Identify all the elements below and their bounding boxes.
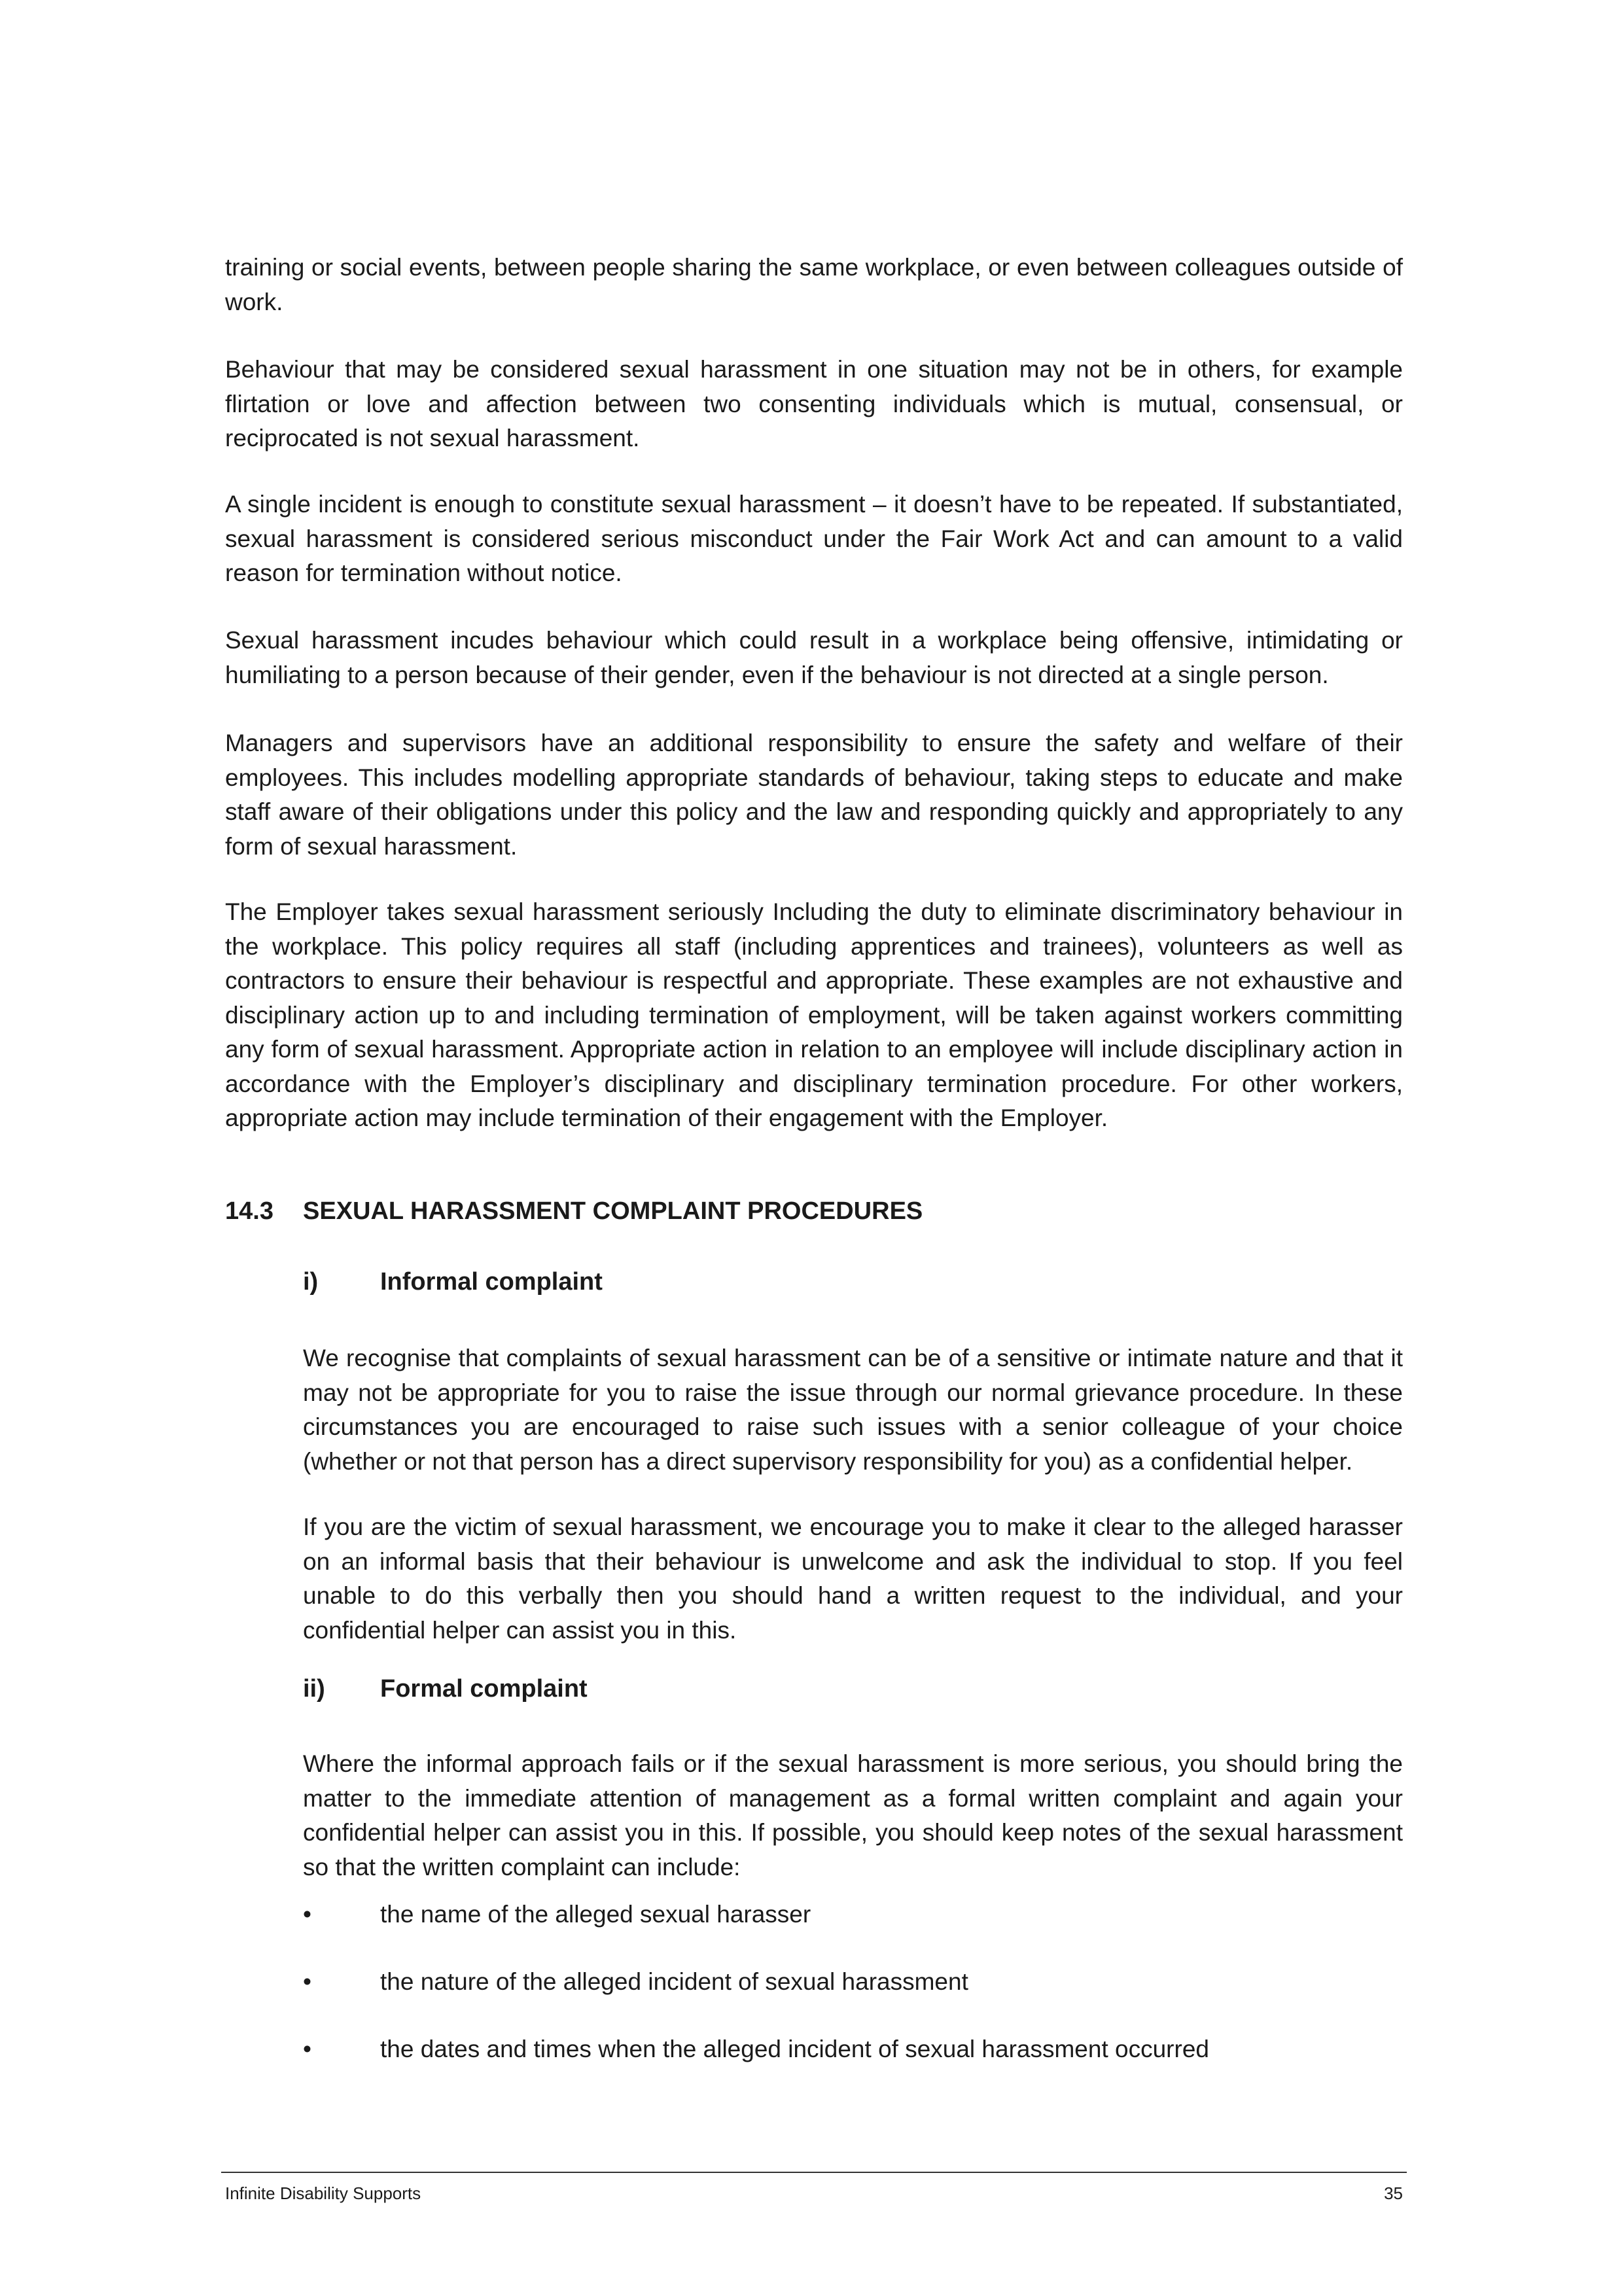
list-item [303, 2032, 1209, 2066]
formal-title: Formal complaint [380, 1675, 588, 1703]
paragraph-informal-victim: If you are the victim of sexual harassment, we encourage you to make it clear to the alleged harasser on an informal basis that their behaviour is unwelcome and ask the individual to stop. If you feel unable to do this verbally then you should hand a written request to the individual, and your confidential helper can assist you in this. [303, 1513, 1403, 1644]
formal-number: ii) [303, 1675, 325, 1703]
informal-number: i) [303, 1268, 319, 1296]
paragraph-employer-policy: The Employer takes sexual harassment seriously Including the duty to eliminate discriminatory behaviour in the workplace. This policy requires all staff (including apprentices and trainees), volunteers as well as contractors to ensure their behaviour is respectful and appropriate. These examples are not exhaustive and disciplinary action up to and including termination of employment, will be taken against workers committing any form of sexual harassment. Appropriate action in relation to an employee will include disciplinary action in accordance with the Employer’s disciplinary and disciplinary termination procedure. For other workers, appropriate action may include termination of their engagement with the Employer. [225, 898, 1403, 1131]
informal-title: Informal complaint [380, 1268, 603, 1296]
list-item-text: the nature of the alleged incident of sexual harassment [380, 1968, 968, 1995]
paragraph-continuation: training or social events, between people sharing the same workplace, or even between colleagues outside of work. [225, 254, 1403, 315]
section-number: 14.3 [225, 1197, 274, 1225]
footer-organisation: Infinite Disability Supports [225, 2183, 421, 2203]
bullet-dot: • [303, 1968, 311, 1995]
list-item-text: the dates and times when the alleged incident of sexual harassment occurred [380, 2036, 1209, 2062]
formal-complaint-heading [303, 1672, 588, 1706]
paragraph-informal-sensitive: We recognise that complaints of sexual harassment can be of a sensitive or intimate nature and that it may not be appropriate for you to raise the issue through our normal grievance procedure. In these circumstances you are encouraged to raise such issues with a senior colleague of your choice (whether or not that person has a direct supervisory responsibility for you) as a confidential helper. [303, 1345, 1403, 1475]
paragraph-offensive-workplace: Sexual harassment incudes behaviour which could result in a workplace being offensive, intimidating or humiliating to a person because of their gender, even if the behaviour is not directed at a single person. [225, 627, 1403, 688]
bullet-dot: • [303, 2036, 311, 2062]
section-heading [225, 1194, 923, 1228]
list-item-text: the name of the alleged sexual harasser [380, 1901, 811, 1928]
list-item [303, 1965, 968, 1999]
footer-page-number: 35 [1384, 2183, 1403, 2203]
footer-divider [221, 2172, 1407, 2173]
list-item [303, 1898, 811, 1932]
paragraph-formal-approach: Where the informal approach fails or if the sexual harassment is more serious, you should bring the matter to the immediate attention of management as a formal written complaint and again your confidential helper can assist you in this. If possible, you should keep notes of the sexual harassment so that the written complaint can include: [303, 1750, 1403, 1881]
paragraph-single-incident: A single incident is enough to constitute sexual harassment – it doesn’t have to be repeated. If substantiated, sexual harassment is considered serious misconduct under the Fair Work Act and can amount to a valid reason for termination without notice. [225, 491, 1403, 586]
informal-complaint-heading [303, 1265, 603, 1299]
bullet-dot: • [303, 1901, 311, 1928]
section-title: SEXUAL HARASSMENT COMPLAINT PROCEDURES [303, 1197, 923, 1225]
paragraph-context-behaviour: Behaviour that may be considered sexual harassment in one situation may not be in others, for example flirtation or love and affection between two consenting individuals which is mutual, consensual, or reciprocated is not sexual harassment. [225, 356, 1403, 451]
paragraph-managers-responsibility: Managers and supervisors have an additional responsibility to ensure the safety and welfare of their employees. This includes modelling appropriate standards of behaviour, taking steps to educate and make staff aware of their obligations under this policy and the law and responding quickly and appropriately to any form of sexual harassment. [225, 730, 1403, 860]
